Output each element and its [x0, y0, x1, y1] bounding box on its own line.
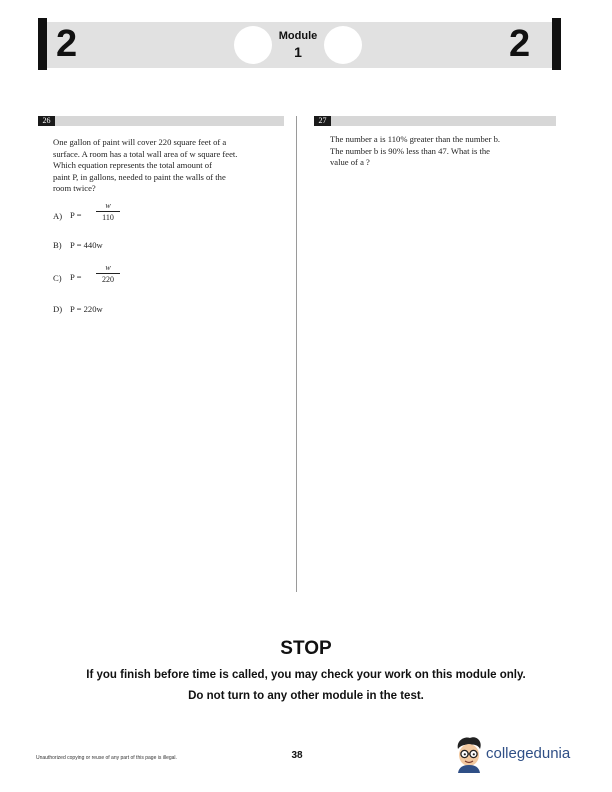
choice-c-fraction [96, 263, 120, 284]
question-27-line-3: value of a ? [330, 157, 370, 167]
question-26-line-1: One gallon of paint will cover 220 square feet of a [53, 137, 227, 147]
question-26-line-4: paint P, in gallons, needed to paint the walls of the [53, 171, 226, 182]
question-26-bar [38, 116, 284, 126]
brand-name: collegedunia [486, 745, 571, 762]
choice-c-letter: C) [53, 273, 62, 283]
choice-c-lhs: P = [70, 272, 82, 282]
question-27-bar [314, 116, 556, 126]
question-27-text [330, 134, 552, 169]
module-label: Module [278, 30, 318, 42]
question-27-line-2: The number b is 90% less than 47. What is the [330, 145, 490, 156]
choice-c-numerator: w [96, 263, 120, 274]
section-bar-right [552, 18, 561, 70]
question-26-text [53, 137, 285, 195]
choice-a-denominator: 110 [102, 213, 114, 222]
choice-a-fraction [96, 201, 120, 222]
header-circle-right [324, 26, 362, 64]
stop-title: STOP [280, 638, 332, 659]
question-27-number: 27 [314, 116, 331, 126]
question-26-number: 26 [38, 116, 55, 126]
section-number-left: 2 [56, 23, 78, 65]
choice-a-numerator: w [96, 201, 120, 212]
choice-a-letter: A) [53, 211, 63, 221]
copyright-note: Unauthorized copying or reuse of any part of this page is illegal. [36, 755, 177, 761]
page-number: 38 [291, 750, 303, 761]
stop-instruction-1: If you finish before time is called, you may check your work on this module only. [86, 669, 526, 681]
stop-instruction-2: Do not turn to any other module in the test. [188, 690, 424, 702]
choice-b-equation: P = 440w [70, 240, 103, 250]
question-27-line-1: The number a is 110% greater than the number b. [330, 134, 501, 144]
column-divider [296, 116, 297, 592]
section-number-right: 2 [509, 23, 531, 65]
header-circle-left [234, 26, 272, 64]
choice-d-letter: D) [53, 304, 63, 314]
choice-b-letter: B) [53, 240, 62, 250]
choice-d-equation: P = 220w [70, 304, 103, 314]
choice-a-lhs: P = [70, 210, 82, 220]
question-26-line-3: Which equation represents the total amount of [53, 160, 212, 170]
choice-c-denominator: 220 [102, 275, 114, 284]
question-26-line-5: room twice? [53, 183, 96, 193]
section-bar-left [38, 18, 47, 70]
question-26-line-2: surface. A room has a total wall area of w square feet. [53, 148, 238, 159]
mascot-logo-icon [452, 735, 486, 773]
module-number: 1 [294, 44, 302, 60]
